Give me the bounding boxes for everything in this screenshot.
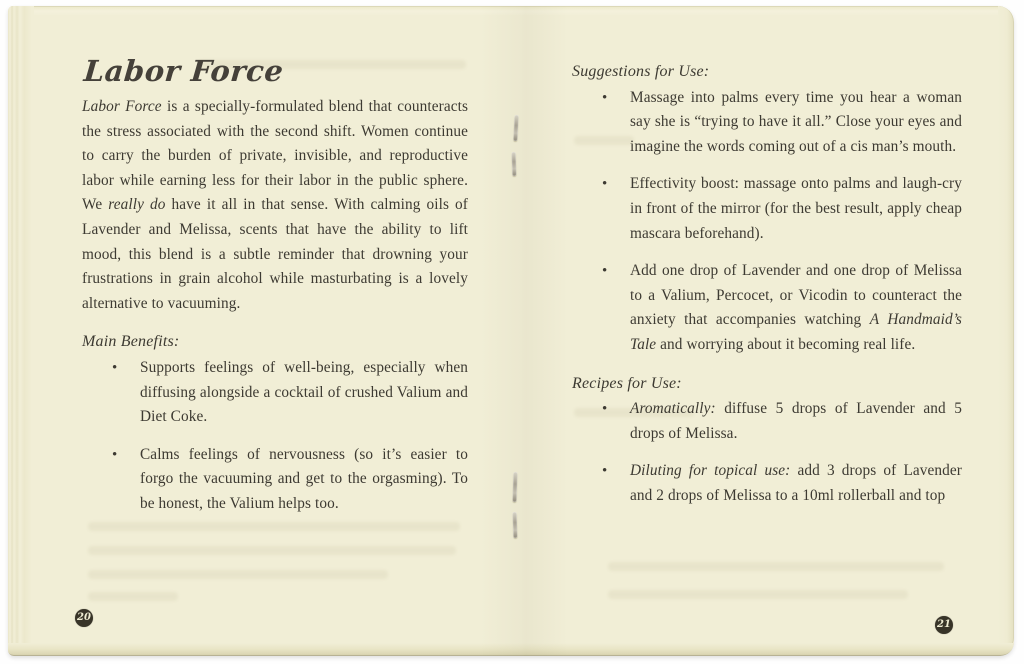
page-edge-right [998,6,1014,650]
open-book [8,6,1014,656]
bleed-through-artifact [88,570,388,579]
bullet-item: • Diluting for topical use: add 3 drops of Lavender and 2 drops of Melissa to a 10ml rollerball and top [572,459,962,508]
suggestions-list [572,86,962,358]
bleed-through-artifact [88,546,456,555]
staple [512,152,517,176]
bullet-item: • Massage into palms every time you hear a woman say she is “trying to have it all.” Close your eyes and imagine the words coming out of a cis man’s mouth. [572,86,962,160]
bullet-item: • Effectivity boost: massage onto palms and laugh-cry in front of the mirror (for the best result, apply cheap mascara beforehand). [572,172,962,246]
main-benefits-list [82,356,468,517]
section-heading-suggestions: Suggestions for Use: [572,63,710,80]
book-gutter [480,6,568,656]
page-title: Labor Force [82,54,285,88]
bullet-item: • Supports feelings of well-being, especially when diffusing alongside a cocktail of crushed Valium and Diet Coke. [82,356,468,430]
section-heading-main-benefits: Main Benefits: [82,333,180,351]
page-number: 20 [77,612,91,623]
page-number-badge [75,609,93,627]
right-page [572,60,962,509]
bullet-item: • Calms feelings of nervousness (so it’s easier to forgo the vacuuming and get to the orgasming). To be honest, the Valium helps too. [82,443,468,517]
bleed-through-artifact [608,590,908,599]
bleed-through-artifact [88,592,178,601]
bullet-item: • Aromatically: diffuse 5 drops of Lavender and 5 drops of Melissa. [572,397,962,446]
bleed-through-artifact [608,562,944,571]
recipes-list [572,397,962,508]
section-heading-recipes: Recipes for Use: [572,374,682,392]
page-edge-stack-left [8,6,34,648]
bleed-through-artifact [88,522,460,531]
bullet-item: • Add one drop of Lavender and one drop of Melissa to a Valium, Percocet, or Vicodin to counteract the anxiety that accompanies watching A Handmaid’s Tale and worrying about it becoming real life. [572,259,962,357]
staple [513,512,518,538]
page-number-badge [935,616,953,634]
page-number: 21 [937,619,951,630]
intro-paragraph: Labor Force is a specially-formulated blend that counteracts the stress associated with the second shift. Women continue to carry the burden of private, invisible, and reproductive labor while earning less for their labor in the public sphere. We really do have it all in that sense. With calming oils of Lavender and Melissa, scents that have the ability to lift mood, this blend is a subtle reminder that drowning your frustrations in grain alcohol while masturbating is a lovely alternative to vacuuming. [82,98,469,312]
left-page [82,52,468,517]
